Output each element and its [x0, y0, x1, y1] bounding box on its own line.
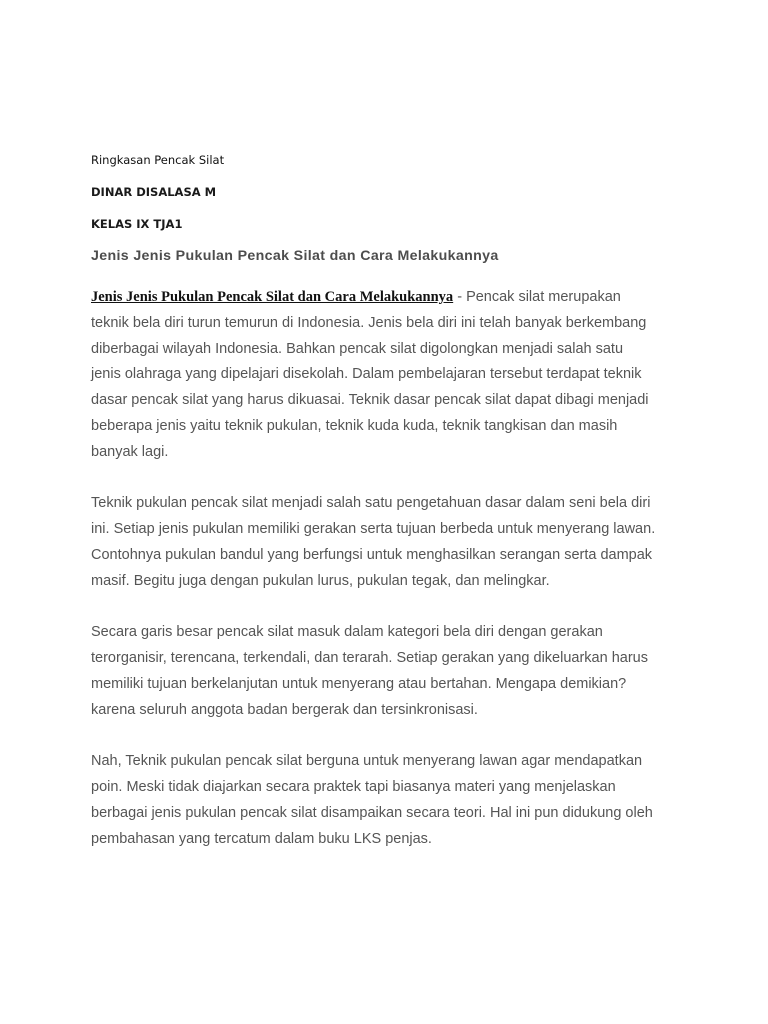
paragraph	[91, 285, 691, 466]
article-heading: Jenis Jenis Pukulan Pencak Silat dan Cara Melakukannya	[91, 248, 499, 264]
paragraph-line: Contohnya pukulan bandul yang berfungsi untuk menghasilkan serangan serta dampak	[91, 546, 653, 563]
paragraph-line: poin. Meski tidak diajarkan secara praktek tapi biasanya materi yang menjelaskan	[91, 779, 616, 796]
paragraph-line: memiliki tujuan berkelanjutan untuk menyerang atau bertahan. Mengapa demikian?	[91, 675, 627, 692]
paragraph-line	[91, 285, 691, 311]
paragraph-line: jenis olahraga yang dipelajari disekolah. Dalam pembelajaran tersebut terdapat teknik	[91, 366, 642, 383]
paragraph-line: diberbagai wilayah Indonesia. Bahkan pencak silat digolongkan menjadi salah satu	[91, 340, 624, 357]
paragraph-line: terorganisir, terencana, terkendali, dan terarah. Setiap gerakan yang dikeluarkan harus	[91, 650, 648, 667]
class-label: KELAS IX TJA1	[91, 217, 183, 231]
paragraph-line: teknik bela diri turun temurun di Indonesia. Jenis bela diri ini telah banyak berkembang	[91, 314, 647, 331]
line-text: - Pencak silat merupakan	[453, 289, 621, 305]
paragraph-line: dasar pencak silat yang harus dikuasai. Teknik dasar pencak silat dapat dibagi menjadi	[91, 392, 649, 409]
paragraph-line: Teknik pukulan pencak silat menjadi salah satu pengetahuan dasar dalam seni bela diri	[91, 495, 651, 512]
paragraph-line: masif. Begitu juga dengan pukulan lurus, pukulan tegak, dan melingkar.	[91, 572, 550, 589]
article-link[interactable]: Jenis Jenis Pukulan Pencak Silat dan Cara Melakukannya	[91, 289, 454, 305]
paragraph-line: karena seluruh anggota badan bergerak dan tersinkronisasi.	[91, 701, 478, 718]
paragraph-line: ini. Setiap jenis pukulan memiliki gerakan serta tujuan berbeda untuk menyerang lawan.	[91, 521, 656, 538]
paragraph	[91, 491, 691, 594]
paragraph-line: berbagai jenis pukulan pencak silat disampaikan secara teori. Hal ini pun didukung oleh	[91, 804, 653, 821]
paragraph-line: pembahasan yang tercatum dalam buku LKS penjas.	[91, 830, 432, 847]
paragraph	[91, 749, 691, 852]
paragraph-line: Secara garis besar pencak silat masuk dalam kategori bela diri dengan gerakan	[91, 624, 603, 641]
paragraph-line: banyak lagi.	[91, 443, 169, 460]
paragraph-line: Nah, Teknik pukulan pencak silat berguna untuk menyerang lawan agar mendapatkan	[91, 753, 643, 770]
article-body	[91, 285, 691, 878]
paragraph-line: beberapa jenis yaitu teknik pukulan, teknik kuda kuda, teknik tangkisan dan masih	[91, 417, 618, 434]
author-name: DINAR DISALASA M	[91, 185, 217, 199]
paragraph	[91, 620, 691, 723]
document-title: Ringkasan Pencak Silat	[91, 153, 225, 167]
